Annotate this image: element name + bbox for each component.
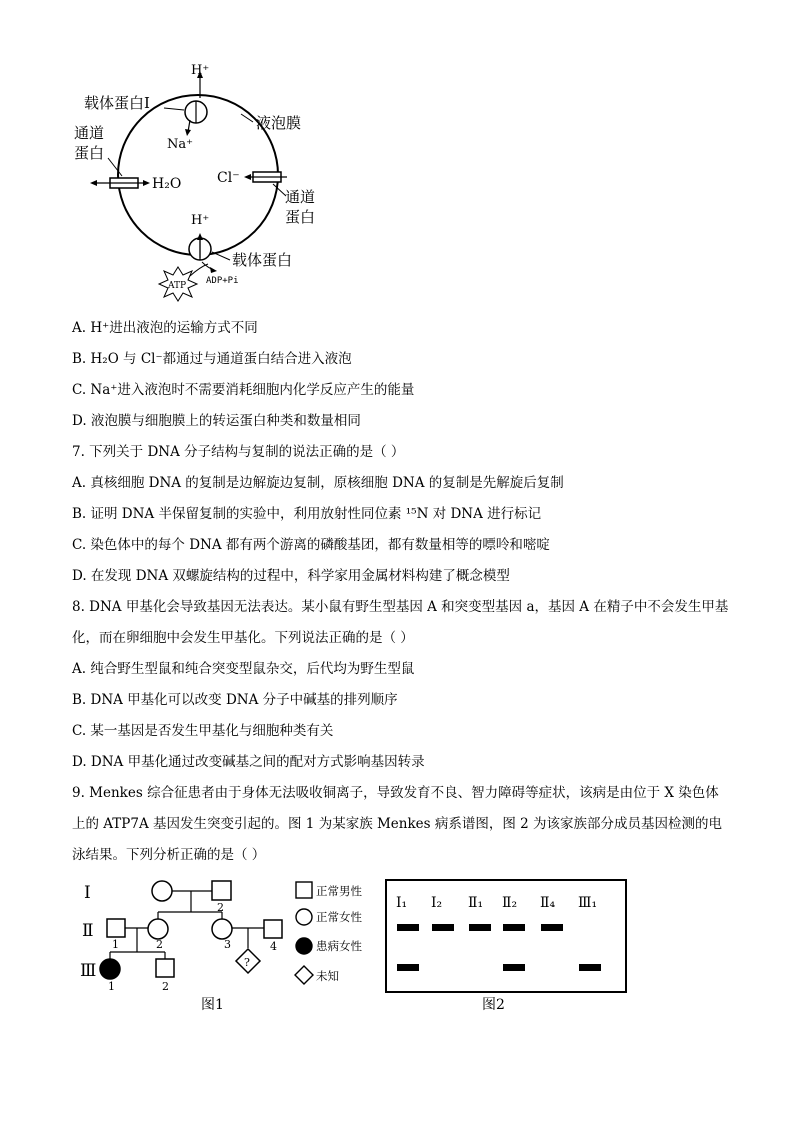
carrier-protein-2-label: 载体蛋白 [232,251,293,269]
h-ion-bottom-label: H⁺ [191,213,210,228]
gel-lane-label: Ⅰ₁ [396,895,408,911]
pedigree-II1-number: 1 [112,938,119,951]
q7-option-c: C. 染色体中的每个 DNA 都有两个游离的磷酸基团，都有数量相等的嘌呤和嘧啶 [72,537,550,553]
sodium-ion-label: Na⁺ [167,137,193,152]
unknown-question-mark: ? [244,956,250,969]
legend-normal-female: 正常女性 [316,910,362,924]
generation-label-3: Ⅲ [80,961,97,981]
pedigree-I2-number: 2 [217,901,224,914]
figure2-caption: 图2 [482,997,505,1013]
q6-option-c: C. Na⁺进入液泡时不需要消耗细胞内化学反应产生的能量 [72,382,415,398]
q7-option-a: A. 真核细胞 DNA 的复制是边解旋边复制，原核细胞 DNA 的复制是先解旋后复制 [72,475,564,491]
gel-band-top [397,924,419,931]
legend-affected-female: 患病女性 [316,939,362,953]
water-label: H₂O [152,176,182,192]
channel-protein-left-label-1: 通道 [74,124,105,142]
channel-protein-right-label-1: 通道 [285,188,316,206]
pedigree-and-gel-figure [70,872,750,1022]
pedigree-I1 [152,881,172,901]
q6-option-d: D. 液泡膜与细胞膜上的转运蛋白种类和数量相同 [72,413,361,429]
q8-option-a: A. 纯合野生型鼠和纯合突变型鼠杂交，后代均为野生型鼠 [72,661,415,677]
pedigree-III2-number: 2 [162,980,169,993]
pedigree-II3 [212,919,232,939]
pedigree-II2 [148,919,168,939]
gel-band-top [432,924,454,931]
vacuole-membrane-label: 液泡膜 [256,114,302,132]
pedigree-III1-affected [100,959,120,979]
gel-lane-label: Ⅲ₁ [578,895,598,911]
gel-lane-label: Ⅰ₂ [431,895,443,911]
q8-option-b: B. DNA 甲基化可以改变 DNA 分子中碱基的排列顺序 [72,692,398,708]
q8-option-c: C. 某一基因是否发生甲基化与细胞种类有关 [72,723,334,739]
pedigree-II2-number: 2 [156,938,163,951]
chloride-ion-label: Cl⁻ [217,170,240,186]
pedigree-III2 [156,959,174,977]
figure1-caption: 图1 [201,997,224,1013]
q6-option-a: A. H⁺进出液泡的运输方式不同 [72,320,258,336]
channel-protein-left [90,178,150,188]
channel-protein-left-label-2: 蛋白 [74,144,105,162]
carrier-protein-1-label: 载体蛋白Ⅰ [84,94,150,112]
q8-stem: 8. DNA 甲基化会导致基因无法表达。某小鼠有野生型基因 A 和突变型基因 a，基因 A 在精子中不会发生甲基化，而在卵细胞中会发生甲基化。下列说法正确的是（ ） [72,599,729,646]
h-ion-top-label: H⁺ [191,63,210,78]
legend-normal-male-icon [296,882,312,898]
q7-stem: 7. 下列关于 DNA 分子结构与复制的说法正确的是（ ） [72,444,405,460]
gel-band-bottom [397,964,419,971]
adp-pi-label: ADP+Pi [206,276,239,286]
q7-option-d: D. 在发现 DNA 双螺旋结构的过程中，科学家用金属材料构建了概念模型 [72,568,510,584]
pedigree-II3-number: 3 [224,938,231,951]
legend-affected-female-icon [296,938,312,954]
gel-lane-label: Ⅱ₄ [540,895,556,911]
generation-label-2: Ⅱ [82,921,94,941]
pedigree-III1-number: 1 [108,980,115,993]
gel-lane-label: Ⅱ₂ [502,895,518,911]
carrier-protein-2 [189,233,211,260]
legend-normal-male: 正常男性 [316,884,362,898]
gel-band-bottom [503,964,525,971]
q7-option-b: B. 证明 DNA 半保留复制的实验中，利用放射性同位素 ¹⁵N 对 DNA 进行标记 [72,506,542,522]
legend-unknown: 未知 [316,969,339,983]
legend-unknown-icon [295,966,313,984]
q6-option-b: B. H₂O 与 Cl⁻都通过与通道蛋白结合进入液泡 [72,351,352,367]
gel-lane-label: Ⅱ₁ [468,895,484,911]
pedigree-II1 [107,919,125,937]
channel-protein-right [244,172,287,182]
vacuole-transport-diagram [60,62,360,312]
pedigree-II4 [264,920,282,938]
atp-label: ATP [168,281,187,291]
gel-band-top [503,924,525,931]
gel-band-top [469,924,491,931]
legend-normal-female-icon [296,909,312,925]
q9-stem: 9. Menkes 综合征患者由于身体无法吸收铜离子，导致发育不良、智力障碍等症状，该病是由位于 X 染色体上的 ATP7A 基因发生突变引起的。图 1 为某家族 Menkes 病系谱图，图 2 为该家族部分成员基因检测的电泳结果。下列分析正确的是（ ） [72,785,723,863]
pedigree-I2 [212,881,231,900]
generation-label-1: Ⅰ [84,883,91,903]
channel-protein-right-label-2: 蛋白 [285,208,316,226]
pedigree-II4-number: 4 [270,940,277,953]
gel-band-top [541,924,563,931]
gel-band-bottom [579,964,601,971]
carrier-protein-1 [185,71,207,136]
q8-option-d: D. DNA 甲基化通过改变碱基之间的配对方式影响基因转录 [72,754,425,770]
